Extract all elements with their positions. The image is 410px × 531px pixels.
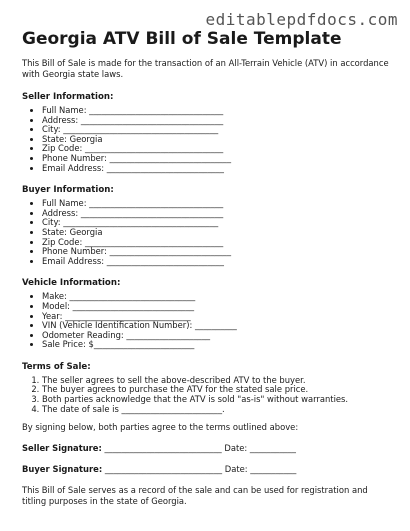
buyer-heading: Buyer Information: [22, 185, 114, 196]
buyer-address: • Address: __________________________________ [42, 209, 394, 219]
buyer-zip-code: • Zip Code: _________________________________ [42, 238, 394, 248]
buyer-list [22, 199, 394, 266]
vehicle-year: • Year: ______________________________ [42, 312, 394, 322]
seller-signature-line [22, 443, 394, 454]
vehicle-list [22, 292, 394, 350]
vehicle-model: • Model: _____________________________ [42, 302, 394, 312]
buyer-signature-blank: ____________________________ Date: ___________ [102, 464, 297, 475]
closing-paragraph: This Bill of Sale serves as a record of the sale and can be used for registration and titling purposes in the state of Georgia. [22, 485, 368, 507]
seller-heading: Seller Information: [22, 92, 114, 102]
terms-heading: Terms of Sale: [22, 361, 91, 372]
seller-signature-blank: ____________________________ Date: ___________ [101, 443, 296, 454]
buyer-signature-line [22, 464, 394, 475]
document-title: Georgia ATV Bill of Sale Template [22, 29, 342, 49]
seller-list [22, 106, 394, 173]
seller-state: • State: Georgia [42, 135, 394, 145]
vehicle-sale-price: • Sale Price: $________________________ [42, 340, 394, 350]
buyer-state: • State: Georgia [42, 228, 394, 238]
intro-paragraph: This Bill of Sale is made for the transaction of an All-Terrain Vehicle (ATV) in accordance with Georgia state laws. [22, 58, 389, 79]
term-item: 2. The buyer agrees to purchase the ATV for the stated sale price. [42, 385, 394, 395]
buyer-signature-label: Buyer Signature: [22, 464, 103, 475]
seller-address: • Address: __________________________________ [42, 116, 394, 126]
vehicle-odometer: • Odometer Reading: ____________________ [42, 331, 394, 341]
seller-email-address: • Email Address: ____________________________ [42, 164, 394, 174]
document [22, 28, 394, 507]
vehicle-vin: • VIN (Vehicle Identification Number): __________ [42, 321, 394, 331]
seller-signature-label: Seller Signature: [22, 443, 102, 454]
term-item: 4. The date of sale is ________________________. [42, 405, 394, 415]
buyer-phone-number: • Phone Number: _____________________________ [42, 247, 394, 257]
term-item: 3. Both parties acknowledge that the ATV is sold "as-is" without warranties. [42, 395, 394, 405]
seller-phone-number: • Phone Number: _____________________________ [42, 154, 394, 164]
buyer-full-name: • Full Name: ________________________________ [42, 199, 394, 209]
term-item: 1. The seller agrees to sell the above-described ATV to the buyer. [42, 376, 394, 386]
seller-zip-code: • Zip Code: _________________________________ [42, 144, 394, 154]
seller-city: • City: _____________________________________ [42, 125, 394, 135]
terms-list [22, 376, 394, 414]
watermark: editablepdfdocs.com [205, 10, 398, 29]
vehicle-make: • Make: ______________________________ [42, 292, 394, 302]
buyer-email-address: • Email Address: ____________________________ [42, 257, 394, 267]
buyer-city: • City: _____________________________________ [42, 218, 394, 228]
seller-full-name: • Full Name: ________________________________ [42, 106, 394, 116]
agreement-statement: By signing below, both parties agree to the terms outlined above: [22, 422, 299, 433]
vehicle-heading: Vehicle Information: [22, 278, 121, 289]
